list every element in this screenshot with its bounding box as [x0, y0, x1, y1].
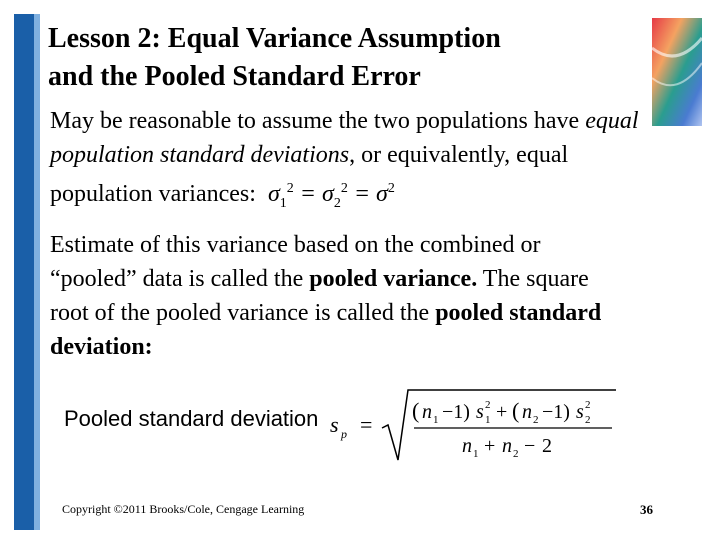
svg-text:s: s [576, 401, 584, 423]
svg-text:n: n [422, 401, 432, 423]
svg-text:n: n [502, 435, 512, 457]
slide-title [48, 20, 501, 96]
paragraph-assumption [50, 104, 650, 221]
svg-text:p: p [341, 427, 347, 441]
svg-text:1: 1 [485, 414, 491, 426]
svg-text:2: 2 [585, 399, 591, 411]
svg-text:n: n [462, 435, 472, 457]
slide-sidebar-stripe [34, 14, 40, 530]
svg-text:+: + [496, 401, 508, 423]
svg-text:1: 1 [473, 448, 479, 460]
svg-text:s: s [330, 412, 339, 437]
paragraph-pooled [50, 228, 630, 364]
para2-text-b: The square root of the pooled variance is called the [50, 266, 589, 326]
para1-emphasis: equal population standard deviations [50, 108, 639, 168]
pooled-sd-formula [60, 388, 620, 468]
slide-sidebar-bar [14, 14, 34, 530]
svg-text:2: 2 [485, 399, 491, 411]
svg-text:(: ( [412, 398, 420, 423]
svg-text:=: = [360, 412, 373, 437]
equal-variance-formula: $\sigma_1^2 = \sigma_2^2 = \sigma^2$ [267, 181, 395, 211]
copyright-footer: Copyright ©2011 Brooks/Cole, Cengage Learning [62, 502, 305, 516]
svg-text:s: s [476, 401, 484, 423]
para2-text-a: Estimate of this variance based on the combined or “pooled” data is called the [50, 232, 541, 292]
para2-bold-pooled-variance: pooled variance. [309, 266, 478, 292]
svg-text:2: 2 [533, 414, 539, 426]
pooled-sd-equation [326, 388, 616, 468]
svg-text:−1): −1) [442, 401, 470, 423]
svg-text:2: 2 [542, 435, 552, 457]
para1-text-b: , or equivalently, equal population variances: [50, 142, 569, 207]
decorative-gradient-image [652, 18, 702, 126]
para1-text-a: May be reasonable to assume the two populations have [50, 108, 586, 134]
svg-text:−: − [524, 435, 536, 457]
formula-label: Pooled standard deviation [64, 406, 319, 431]
page-number: 36 [640, 502, 653, 517]
svg-text:+: + [484, 435, 496, 457]
svg-text:−1): −1) [542, 401, 570, 423]
svg-text:2: 2 [513, 448, 519, 460]
svg-text:1: 1 [433, 414, 439, 426]
svg-text:(: ( [512, 398, 520, 423]
slide-title-line1: Lesson 2: Equal Variance Assumption [48, 23, 501, 54]
para2-bold-pooled-sd: pooled standard deviation: [50, 300, 602, 360]
svg-text:n: n [522, 401, 532, 423]
slide-title-line2: and the Pooled Standard Error [48, 61, 421, 92]
svg-text:2: 2 [585, 414, 591, 426]
